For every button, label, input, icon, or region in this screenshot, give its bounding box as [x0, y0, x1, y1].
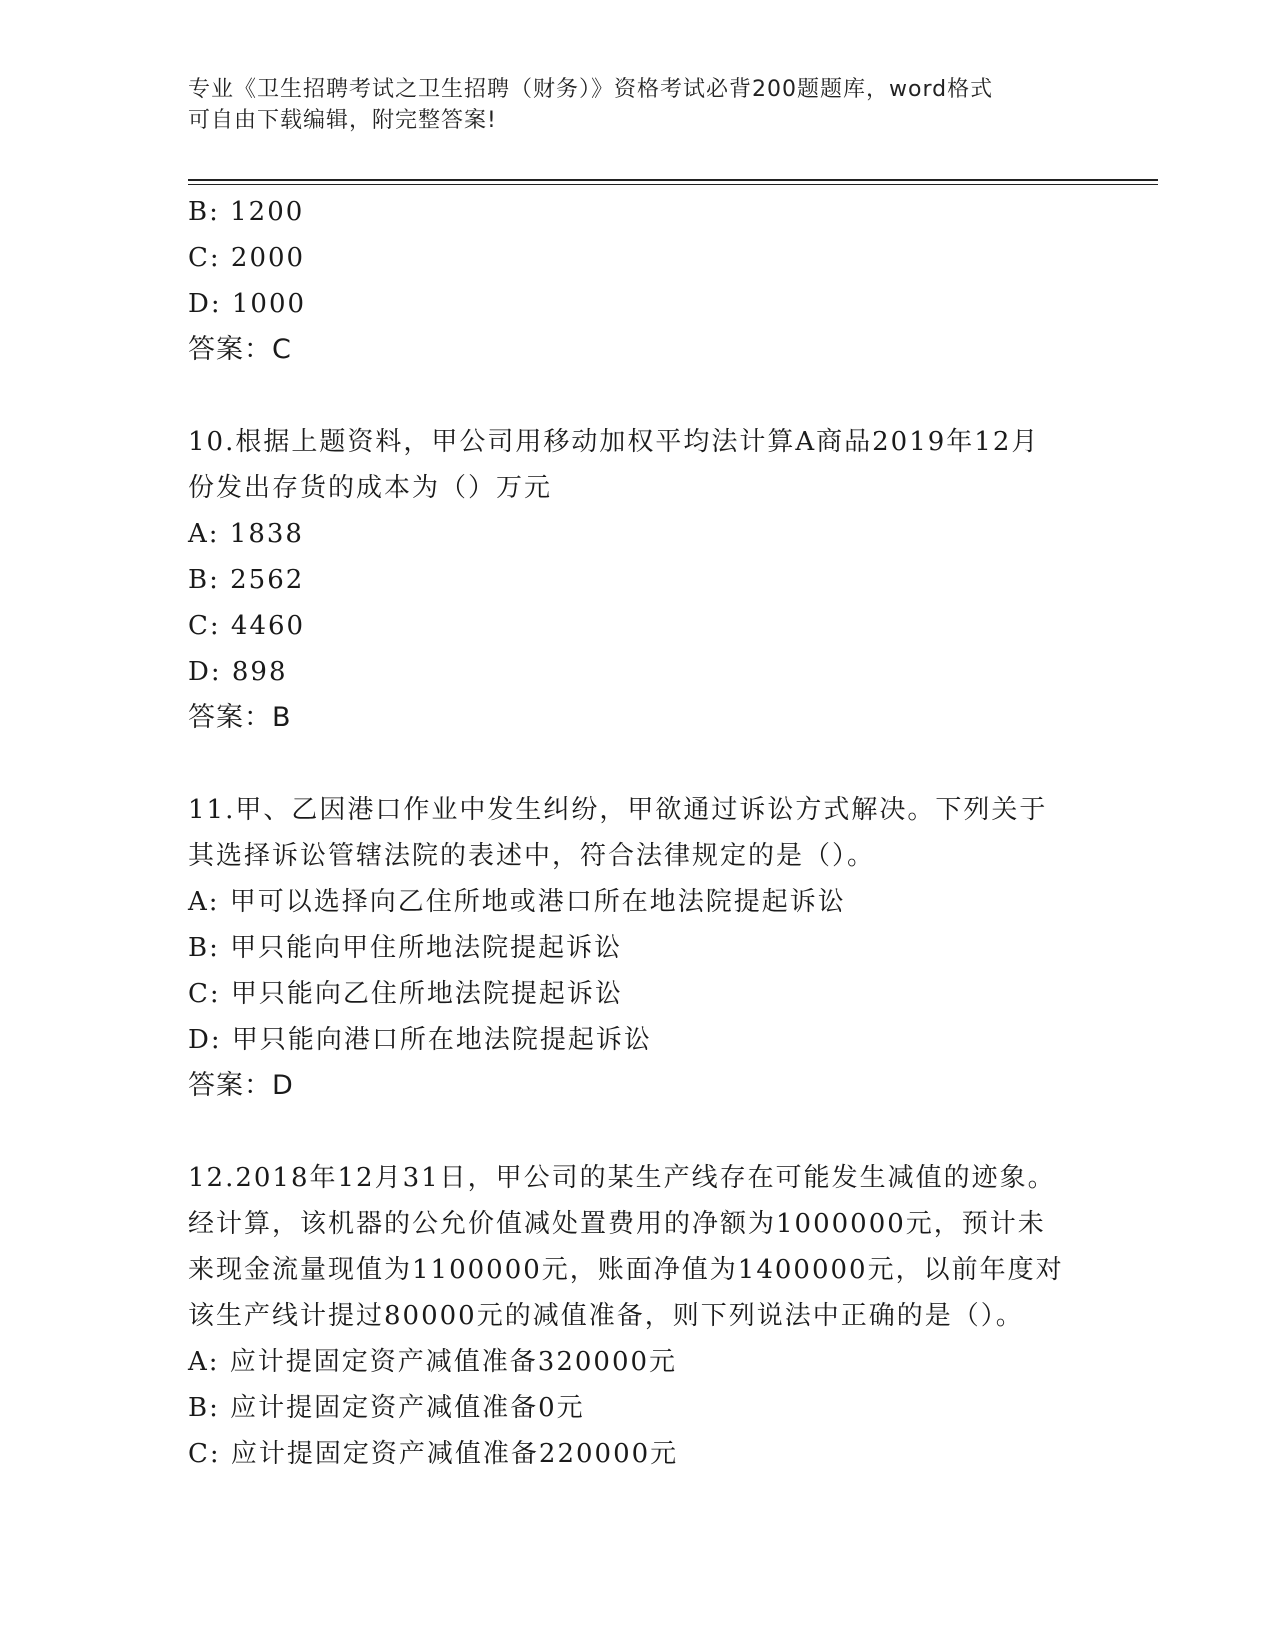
option-d: D: 甲只能向港口所在地法院提起诉讼 — [188, 1025, 652, 1055]
option-c: C: 应计提固定资产减值准备220000元 — [188, 1439, 679, 1469]
question-stem-line: 份发出存货的成本为（）万元 — [188, 473, 553, 503]
answer-line: 答案：D — [188, 1070, 294, 1101]
question-stem-line: 其选择诉讼管辖法院的表述中，符合法律规定的是（）。 — [188, 841, 876, 871]
spacer — [188, 741, 1088, 787]
question-content — [188, 189, 1088, 1477]
question-prev — [188, 189, 1088, 373]
spacer — [188, 373, 1088, 419]
option-a: A: 甲可以选择向乙住所地或港口所在地法院提起诉讼 — [188, 887, 846, 917]
option-d: D: 898 — [188, 657, 288, 687]
header-divider-thin — [188, 184, 1158, 185]
question-12 — [188, 1155, 1088, 1477]
question-stem-line: 10.根据上题资料，甲公司用移动加权平均法计算A商品2019年12月 — [188, 427, 1040, 457]
option-b: B: 应计提固定资产减值准备0元 — [188, 1393, 585, 1423]
question-stem-line: 该生产线计提过80000元的减值准备，则下列说法中正确的是（）。 — [188, 1301, 1024, 1331]
question-stem-line: 经计算，该机器的公允价值减处置费用的净额为1000000元，预计未 — [188, 1209, 1046, 1239]
question-stem-line: 11.甲、乙因港口作业中发生纠纷，甲欲通过诉讼方式解决。下列关于 — [188, 795, 1048, 825]
option-c: C: 4460 — [188, 611, 306, 641]
question-11 — [188, 787, 1088, 1109]
answer-line: 答案：C — [188, 334, 292, 365]
answer-line: 答案：B — [188, 702, 292, 733]
question-stem-line: 来现金流量现值为1100000元，账面净值为1400000元，以前年度对 — [188, 1255, 1064, 1285]
document-header — [188, 74, 1068, 136]
spacer — [188, 1109, 1088, 1155]
option-b: B: 1200 — [188, 197, 305, 227]
question-stem-line: 12.2018年12月31日，甲公司的某生产线存在可能发生减值的迹象。 — [188, 1163, 1056, 1193]
option-b: B: 甲只能向甲住所地法院提起诉讼 — [188, 933, 623, 963]
question-10 — [188, 419, 1088, 741]
option-a: A: 1838 — [188, 519, 304, 549]
option-b: B: 2562 — [188, 565, 305, 595]
header-title-line-1: 专业《卫生招聘考试之卫生招聘（财务）》资格考试必背200题题库，word格式 — [188, 77, 994, 102]
option-a: A: 应计提固定资产减值准备320000元 — [188, 1347, 678, 1377]
header-divider-thick — [188, 179, 1158, 181]
option-c: C: 甲只能向乙住所地法院提起诉讼 — [188, 979, 623, 1009]
option-d: D: 1000 — [188, 289, 307, 319]
option-c: C: 2000 — [188, 243, 306, 273]
header-title-line-2: 可自由下载编辑，附完整答案! — [188, 108, 497, 133]
